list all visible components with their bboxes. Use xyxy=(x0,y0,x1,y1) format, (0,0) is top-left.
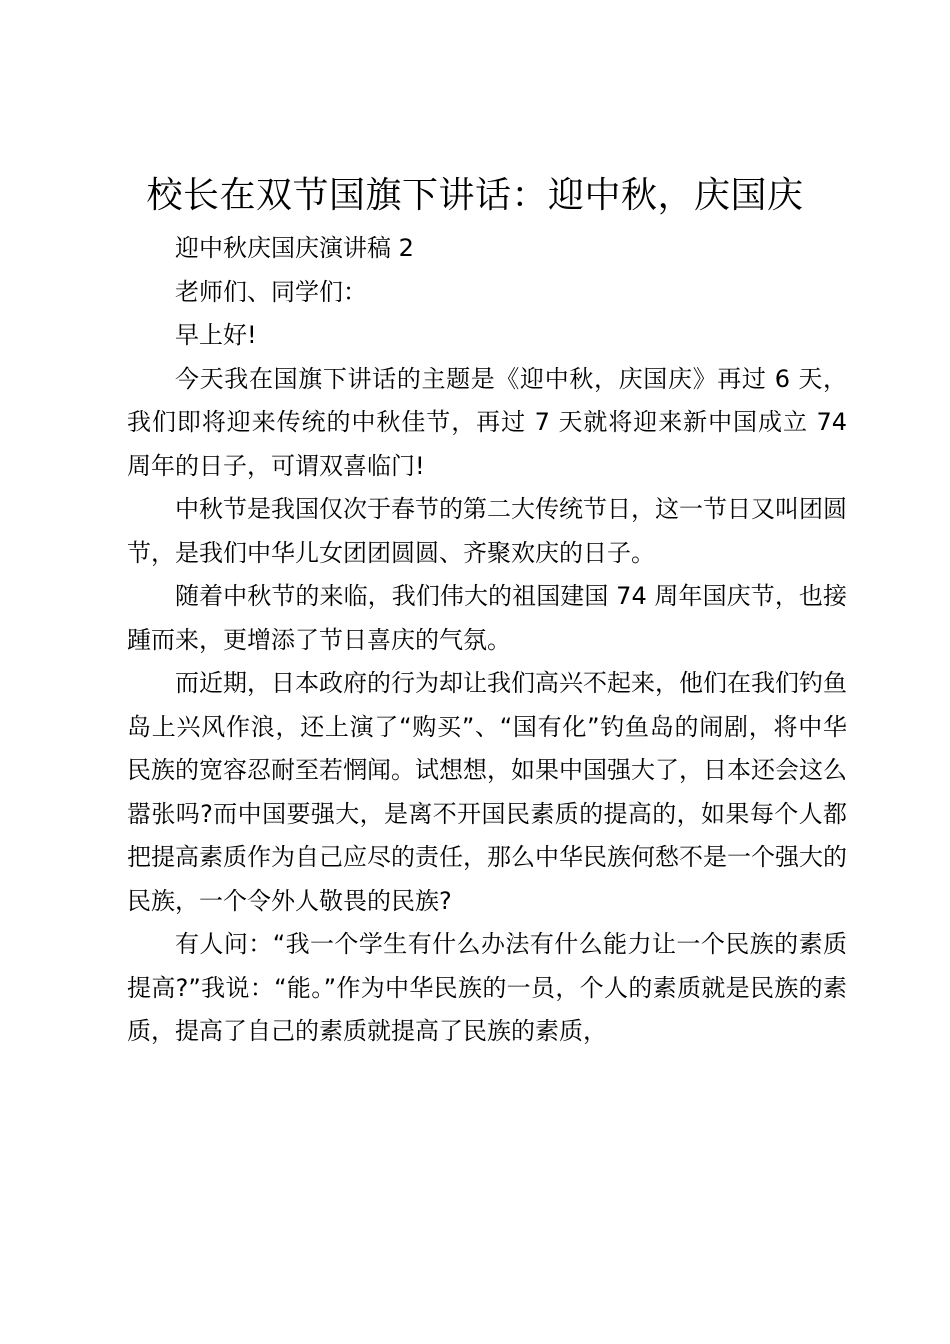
paragraph: 有人问：“我一个学生有什么办法有什么能力让一个民族的素质提高?”我说：“能。”作为中华民族的一员，个人的素质就是民族的素质，提高了自己的素质就提高了民族的素质， xyxy=(127,930,847,1045)
paragraph: 而近期，日本政府的行为却让我们高兴不起来，他们在我们钓鱼岛上兴风作浪，还上演了“购买”、“国有化”钓鱼岛的闹剧，将中华民族的宽容忍耐至若惘闻。试想想，如果中国强大了，日本还会这么嚣张吗?而中国要强大，是离不开国民素质的提高的，如果每个人都把提高素质作为自己应尽的责任，那么中华民族何愁不是一个强大的民族，一个令外人敬畏的民族? xyxy=(127,669,847,915)
paragraph: 中秋节是我国仅次于春节的第二大传统节日，这一节日又叫团圆节，是我们中华儿女团团圆圆、齐聚欢庆的日子。 xyxy=(127,495,847,567)
paragraph: 随着中秋节的来临，我们伟大的祖国建国 74 周年国庆节，也接踵而来，更增添了节日喜庆的气氛。 xyxy=(127,582,847,654)
document-body xyxy=(127,227,847,1054)
document-title: 校长在双节国旗下讲话：迎中秋，庆国庆 xyxy=(146,175,804,216)
paragraph: 今天我在国旗下讲话的主题是《迎中秋，庆国庆》再过 6 天，我们即将迎来传统的中秋佳节，再过 7 天就将迎来新中国成立 74 周年的日子，可谓双喜临门! xyxy=(127,364,847,480)
salutation: 老师们、同学们： xyxy=(175,277,367,306)
greeting: 早上好! xyxy=(175,321,257,349)
subtitle-line: 迎中秋庆国庆演讲稿 2 xyxy=(175,234,414,262)
